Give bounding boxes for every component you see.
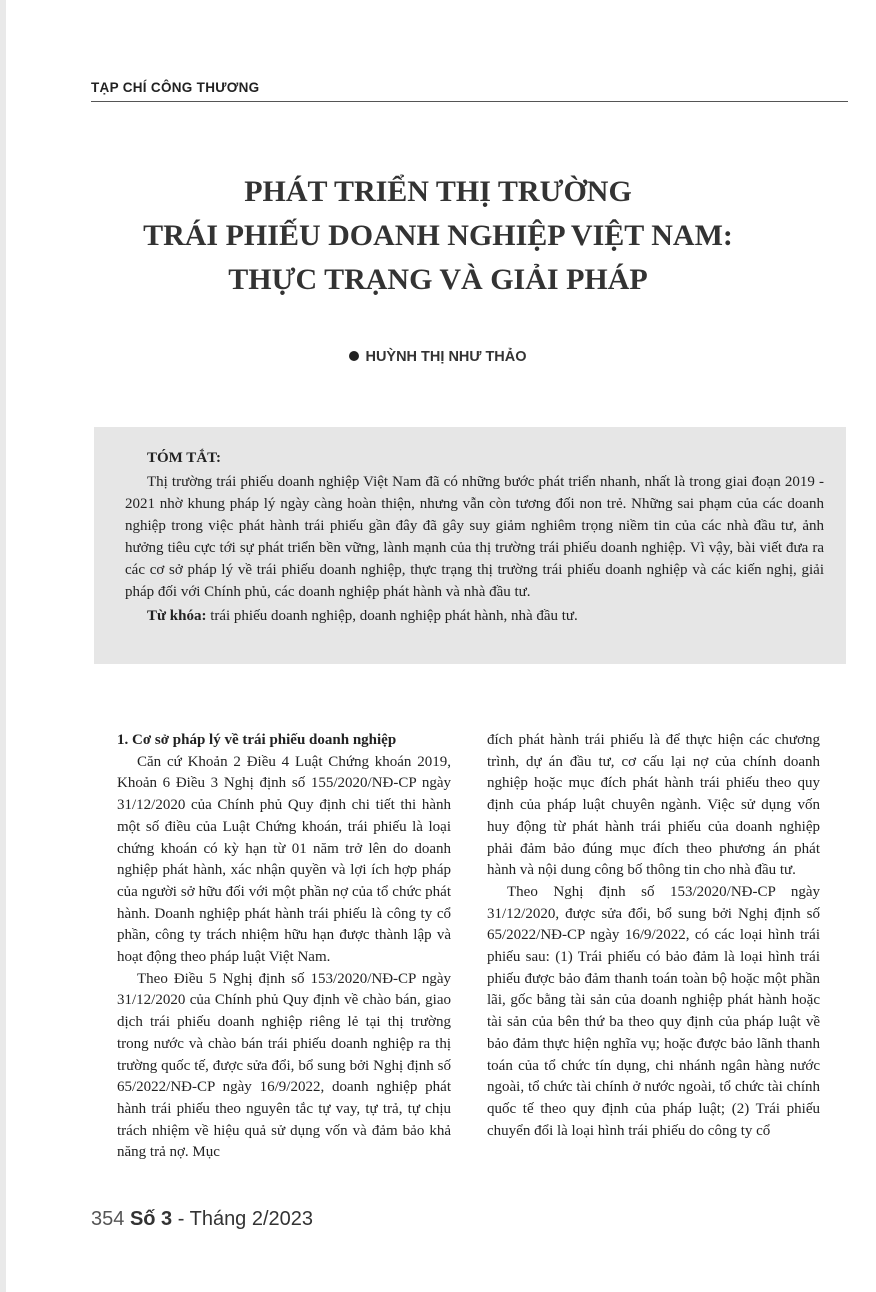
keywords-label: Từ khóa: <box>147 608 207 624</box>
title-line-1: PHÁT TRIỂN THỊ TRƯỜNG <box>244 175 632 208</box>
abstract-body: Thị trường trái phiếu doanh nghiệp Việt Nam đã có những bước phát triển nhanh, nhất là trong giai đoạn 2019 - 2021 nhờ khung pháp lý ngày càng hoàn thiện, nhưng vẫn còn tương đối non trẻ. Những sai phạm của các doanh nghiệp trong việc phát hành trái phiếu gần đây đã gây suy giảm nghiêm trọng niềm tin của các nhà đầu tư, ảnh hưởng tiêu cực tới sự phát triển bền vững, lành mạnh của thị trường trái phiếu doanh nghiệp. Vì vậy, bài viết đưa ra các cơ sở pháp lý về trái phiếu doanh nghiệp, thực trạng thị trường trái phiếu doanh nghiệp và các kiến nghị, giải pháp đối với Chính phủ, các doanh nghiệp phát hành và nhà đầu tư. <box>125 474 824 600</box>
issue-date: - Tháng 2/2023 <box>172 1208 314 1230</box>
page-number: 354 <box>91 1208 125 1230</box>
journal-name: TẠP CHÍ CÔNG THƯƠNG <box>91 80 260 95</box>
author-name: HUỲNH THỊ NHƯ THẢO <box>365 349 527 365</box>
header-rule <box>91 101 848 102</box>
right-paragraph-2: Theo Nghị định số 153/2020/NĐ-CP ngày 31/12/2020, được sửa đổi, bổ sung bởi Nghị định số 65/2022/NĐ-CP ngày 16/9/2022, có các loại hình trái phiếu sau: (1) Trái phiếu có bảo đảm là loại hình trái phiếu được bảo đảm thanh toán toàn bộ hoặc một phần lãi, gốc bằng tài sản của doanh nghiệp phát hành hoặc tài sản của bên thứ ba theo quy định của pháp luật về bảo đảm thực hiện nghĩa vụ; hoặc được bảo lãnh thanh toán của tổ chức tín dụng, chi nhánh ngân hàng nước ngoài, tổ chức tài chính ở nước ngoài, tổ chức tài chính quốc tế theo quy định của pháp luật; (2) Trái phiếu chuyển đổi là loại hình trái phiếu do công ty cổ <box>487 883 820 1139</box>
article-title <box>60 170 816 302</box>
title-line-2: TRÁI PHIẾU DOANH NGHIỆP VIỆT NAM: <box>143 219 733 252</box>
right-column <box>487 730 820 1142</box>
title-line-3: THỰC TRẠNG VÀ GIẢI PHÁP <box>228 263 648 296</box>
keywords-text: trái phiếu doanh nghiệp, doanh nghiệp phát hành, nhà đầu tư. <box>206 608 578 624</box>
author-line <box>0 349 876 365</box>
bullet-icon <box>349 351 359 361</box>
page-footer <box>91 1208 313 1231</box>
issue-number: Số 3 <box>129 1208 173 1230</box>
page-edge-shadow <box>0 0 6 1292</box>
section-heading: 1. Cơ sở pháp lý về trái phiếu doanh nghiệp <box>117 732 397 748</box>
abstract-box <box>94 427 846 664</box>
abstract-heading: TÓM TẮT: <box>147 450 222 466</box>
left-column <box>117 730 451 1164</box>
keywords <box>147 605 824 627</box>
left-paragraph-2: Theo Điều 5 Nghị định số 153/2020/NĐ-CP ngày 31/12/2020 của Chính phủ Quy định về chào bán, giao dịch trái phiếu doanh nghiệp riêng lẻ tại thị trường trong nước và chào bán trái phiếu doanh nghiệp ra thị trường quốc tế, được sửa đổi, bổ sung bởi Nghị định số 65/2022/NĐ-CP ngày 16/9/2022, doanh nghiệp phát hành trái phiếu theo nguyên tắc tự vay, tự trả, tự chịu trách nhiệm về hiệu quả sử dụng vốn và đảm bảo khả năng trả nợ. Mục <box>117 970 451 1161</box>
left-paragraph-1: Căn cứ Khoản 2 Điều 4 Luật Chứng khoán 2019, Khoản 6 Điều 3 Nghị định số 155/2020/NĐ-CP ngày 31/12/2020 của Chính phủ Quy định chi tiết thi hành một số điều của Luật Chứng khoán, trái phiếu là loại chứng khoán có kỳ hạn từ 01 năm trở lên do doanh nghiệp phát hành, xác nhận quyền và lợi ích hợp pháp của người sở hữu đối với một phần nợ của tổ chức phát hành. Doanh nghiệp phát hành trái phiếu là công ty cổ phần, công ty trách nhiệm hữu hạn được thành lập và hoạt động theo pháp luật Việt Nam. <box>117 753 451 966</box>
right-paragraph-1: đích phát hành trái phiếu là để thực hiện các chương trình, dự án đầu tư, cơ cấu lại nợ của chính doanh nghiệp hoặc mục đích phát hành trái phiếu theo quy định của pháp luật chuyên ngành. Việc sử dụng vốn huy động từ phát hành trái phiếu của doanh nghiệp phải đảm bảo đúng mục đích theo phương án phát hành và nội dung công bố thông tin cho nhà đầu tư. <box>487 732 820 879</box>
